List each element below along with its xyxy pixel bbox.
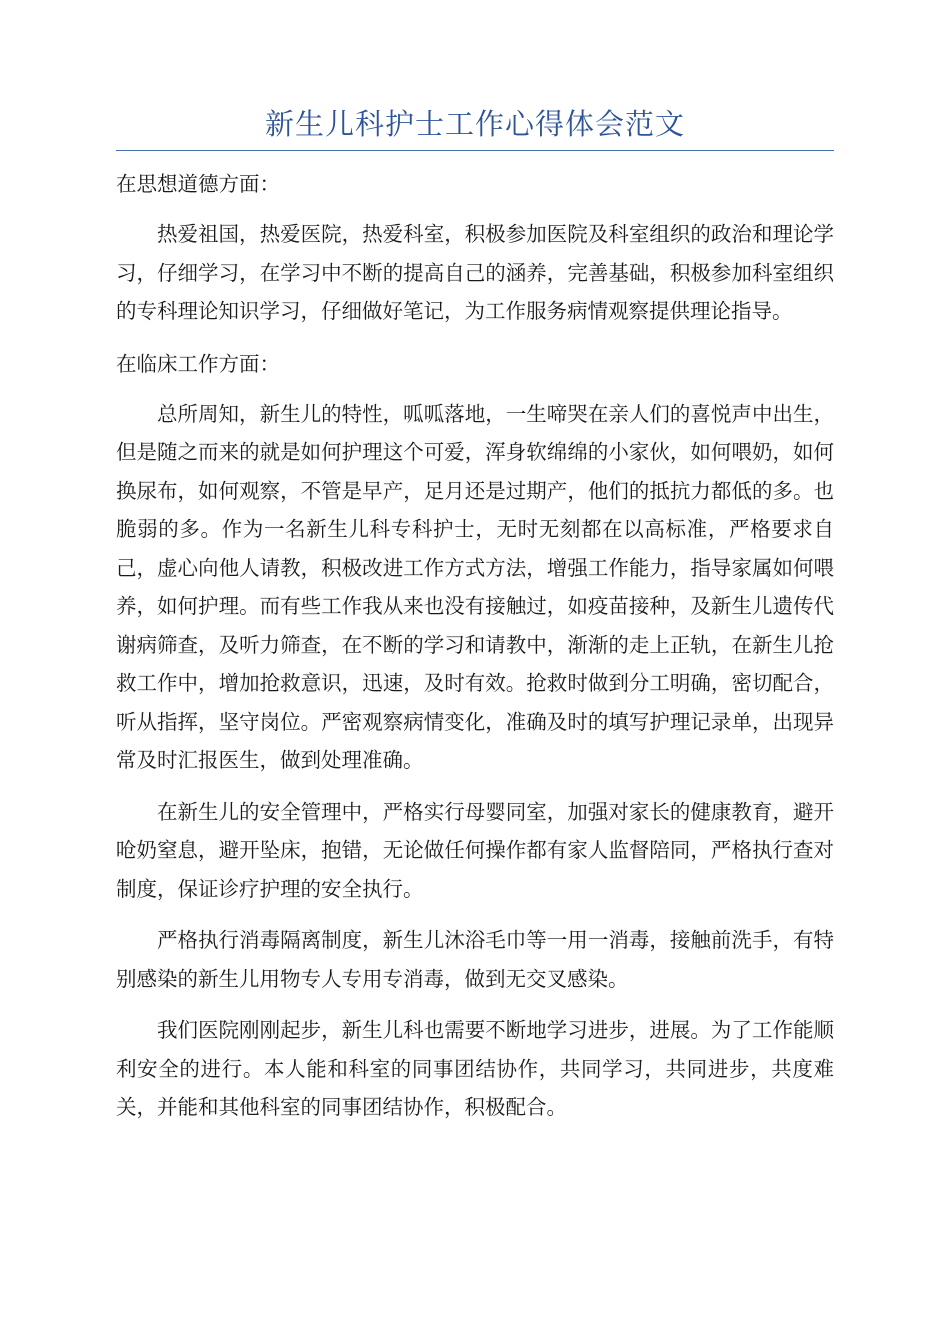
section-heading-clinical: 在临床工作方面： [116, 351, 280, 376]
section-heading-ideology: 在思想道德方面： [116, 172, 280, 196]
paragraph-clinical-overview: 总所周知，新生儿的特性，呱呱落地，一生啼哭在亲人们的喜悦声中出生，但是随之而来的就是如何护理这个可爱，浑身软绵绵的小家伙，如何喂奶，如何换尿布，如何观察，不管是早产，足月还是过期产，他们的抵抗力都低的多。也脆弱的多。作为一名新生儿科专科护士，无时无刻都在以高标准，严格要求自己，虚心向他人请教，积极改进工作方式方法，增强工作能力，指导家属如何喂养，如何护理。而有些工作我从来也没有接触过，如疫苗接种，及新生儿遗传代谢病筛查，及听力筛查，在不断的学习和请教中，渐渐的走上正轨，在新生儿抢救工作中，增加抢救意识，迅速，及时有效。抢救时做到分工明确，密切配合，听从指挥，坚守岗位。严密观察病情变化，准确及时的填写护理记录单，出现异常及时汇报医生，做到处理准确。 [116, 401, 834, 772]
paragraph-teamwork: 我们医院刚刚起步，新生儿科也需要不断地学习进步，进展。为了工作能顺利安全的进行。本人能和科室的同事团结协作，共同学习，共同进步，共度难关，并能和其他科室的同事团结协作，积极配合。 [116, 1018, 834, 1119]
paragraph-disinfection: 严格执行消毒隔离制度，新生儿沐浴毛巾等一用一消毒，接触前洗手，有特别感染的新生儿用物专人专用专消毒，做到无交叉感染。 [116, 928, 834, 991]
title-underline [116, 150, 834, 151]
document-title: 新生儿科护士工作心得体会范文 [264, 107, 685, 141]
paragraph-ideology: 热爱祖国，热爱医院，热爱科室，积极参加医院及科室组织的政治和理论学习，仔细学习，在学习中不断的提高自己的涵养，完善基础，积极参加科室组织的专科理论知识学习，仔细做好笔记，为工作服务病情观察提供理论指导。 [116, 222, 834, 323]
document-page [116, 104, 834, 1127]
paragraph-safety-management: 在新生儿的安全管理中，严格实行母婴同室，加强对家长的健康教育，避开呛奶窒息，避开坠床，抱错，无论做任何操作都有家人监督陪同，严格执行查对制度，保证诊疗护理的安全执行。 [116, 799, 834, 901]
